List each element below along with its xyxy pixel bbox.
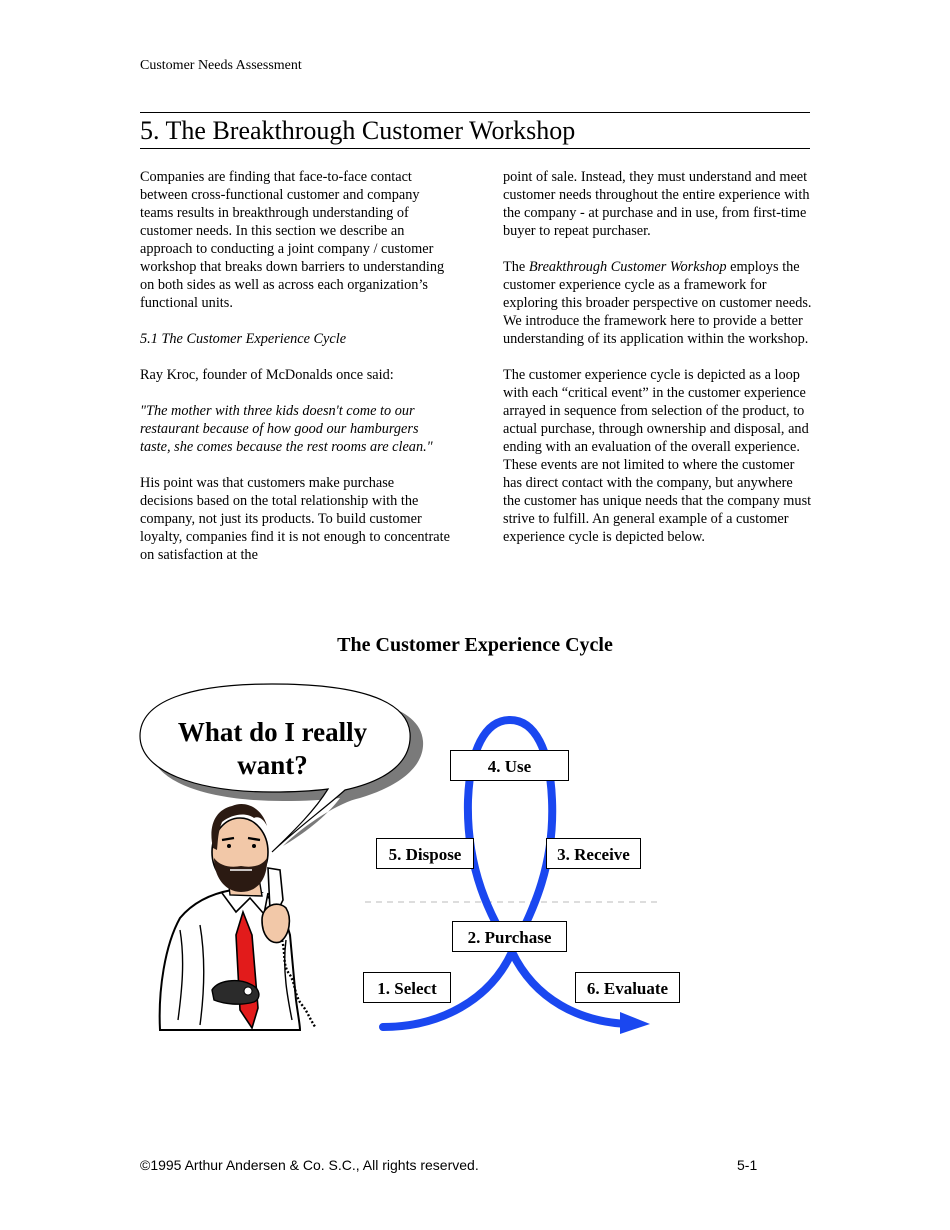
stage-receive: 3. Receive [546,838,641,869]
workshop-name: Breakthrough Customer Workshop [528,259,727,275]
subsection-heading: 5.1 The Customer Experience Cycle [140,331,347,347]
workshop-text-pre: The [503,259,529,275]
copyright-footer: ©1995 Arthur Andersen & Co. S.C., All rights reserved. [140,1157,479,1173]
kroc-intro: Ray Kroc, founder of McDonalds once said: [140,367,394,383]
cycle-description-paragraph: The customer experience cycle is depicted as a loop with each “critical event” in the customer experience arrayed in sequence from selection of the product, to actual purchase, through ownership and disposal, and ending with an evaluation of the overall experience. These events are not limited to where the customer has direct contact with the company, but anywhere the customer has unique needs that the company must strive to fulfill. An general example of a customer experience cycle is depicted below. [503,367,812,545]
workshop-text-post: employs the customer experience cycle as a framework for exploring this broader perspective on customer needs. We introduce the framework here to provide a better understanding of its application within the workshop. [503,259,812,347]
page-number: 5-1 [737,1157,758,1173]
loyalty-paragraph: His point was that customers make purchase decisions based on the total relationship with the company, not just its products. To build customer loyalty, companies find it is not enough to concentrate on satisfaction at the [140,475,450,563]
intro-paragraph: Companies are finding that face-to-face contact between cross-functional customer and company teams results in breakthrough understanding of customer needs. In this section we describe an approach to conducting a joint company / customer workshop that breaks down barriers to understanding on both sides as well as across each organization’s functional units. [140,169,445,311]
stage-evaluate: 6. Evaluate [575,972,680,1003]
stage-dispose: 5. Dispose [376,838,474,869]
figure-title: The Customer Experience Cycle [337,634,613,656]
running-header: Customer Needs Assessment [140,58,302,73]
speech-bubble-text: What do I really want? [177,717,368,780]
stage-use: 4. Use [450,750,569,781]
stage-purchase: 2. Purchase [452,921,567,952]
stage-select: 1. Select [363,972,451,1003]
point-of-sale-paragraph: point of sale. Instead, they must understand and meet customer needs throughout the entire experience with the company - at purchase and in use, from first-time buyer to repeat purchaser. [503,169,810,239]
section-title: 5. The Breakthrough Customer Workshop [140,116,576,145]
loop-arrowhead [620,1012,650,1034]
kroc-quote: "The mother with three kids doesn't come to our restaurant because of how good our hamburgers taste, she comes because the rest rooms are clean." [140,403,433,455]
